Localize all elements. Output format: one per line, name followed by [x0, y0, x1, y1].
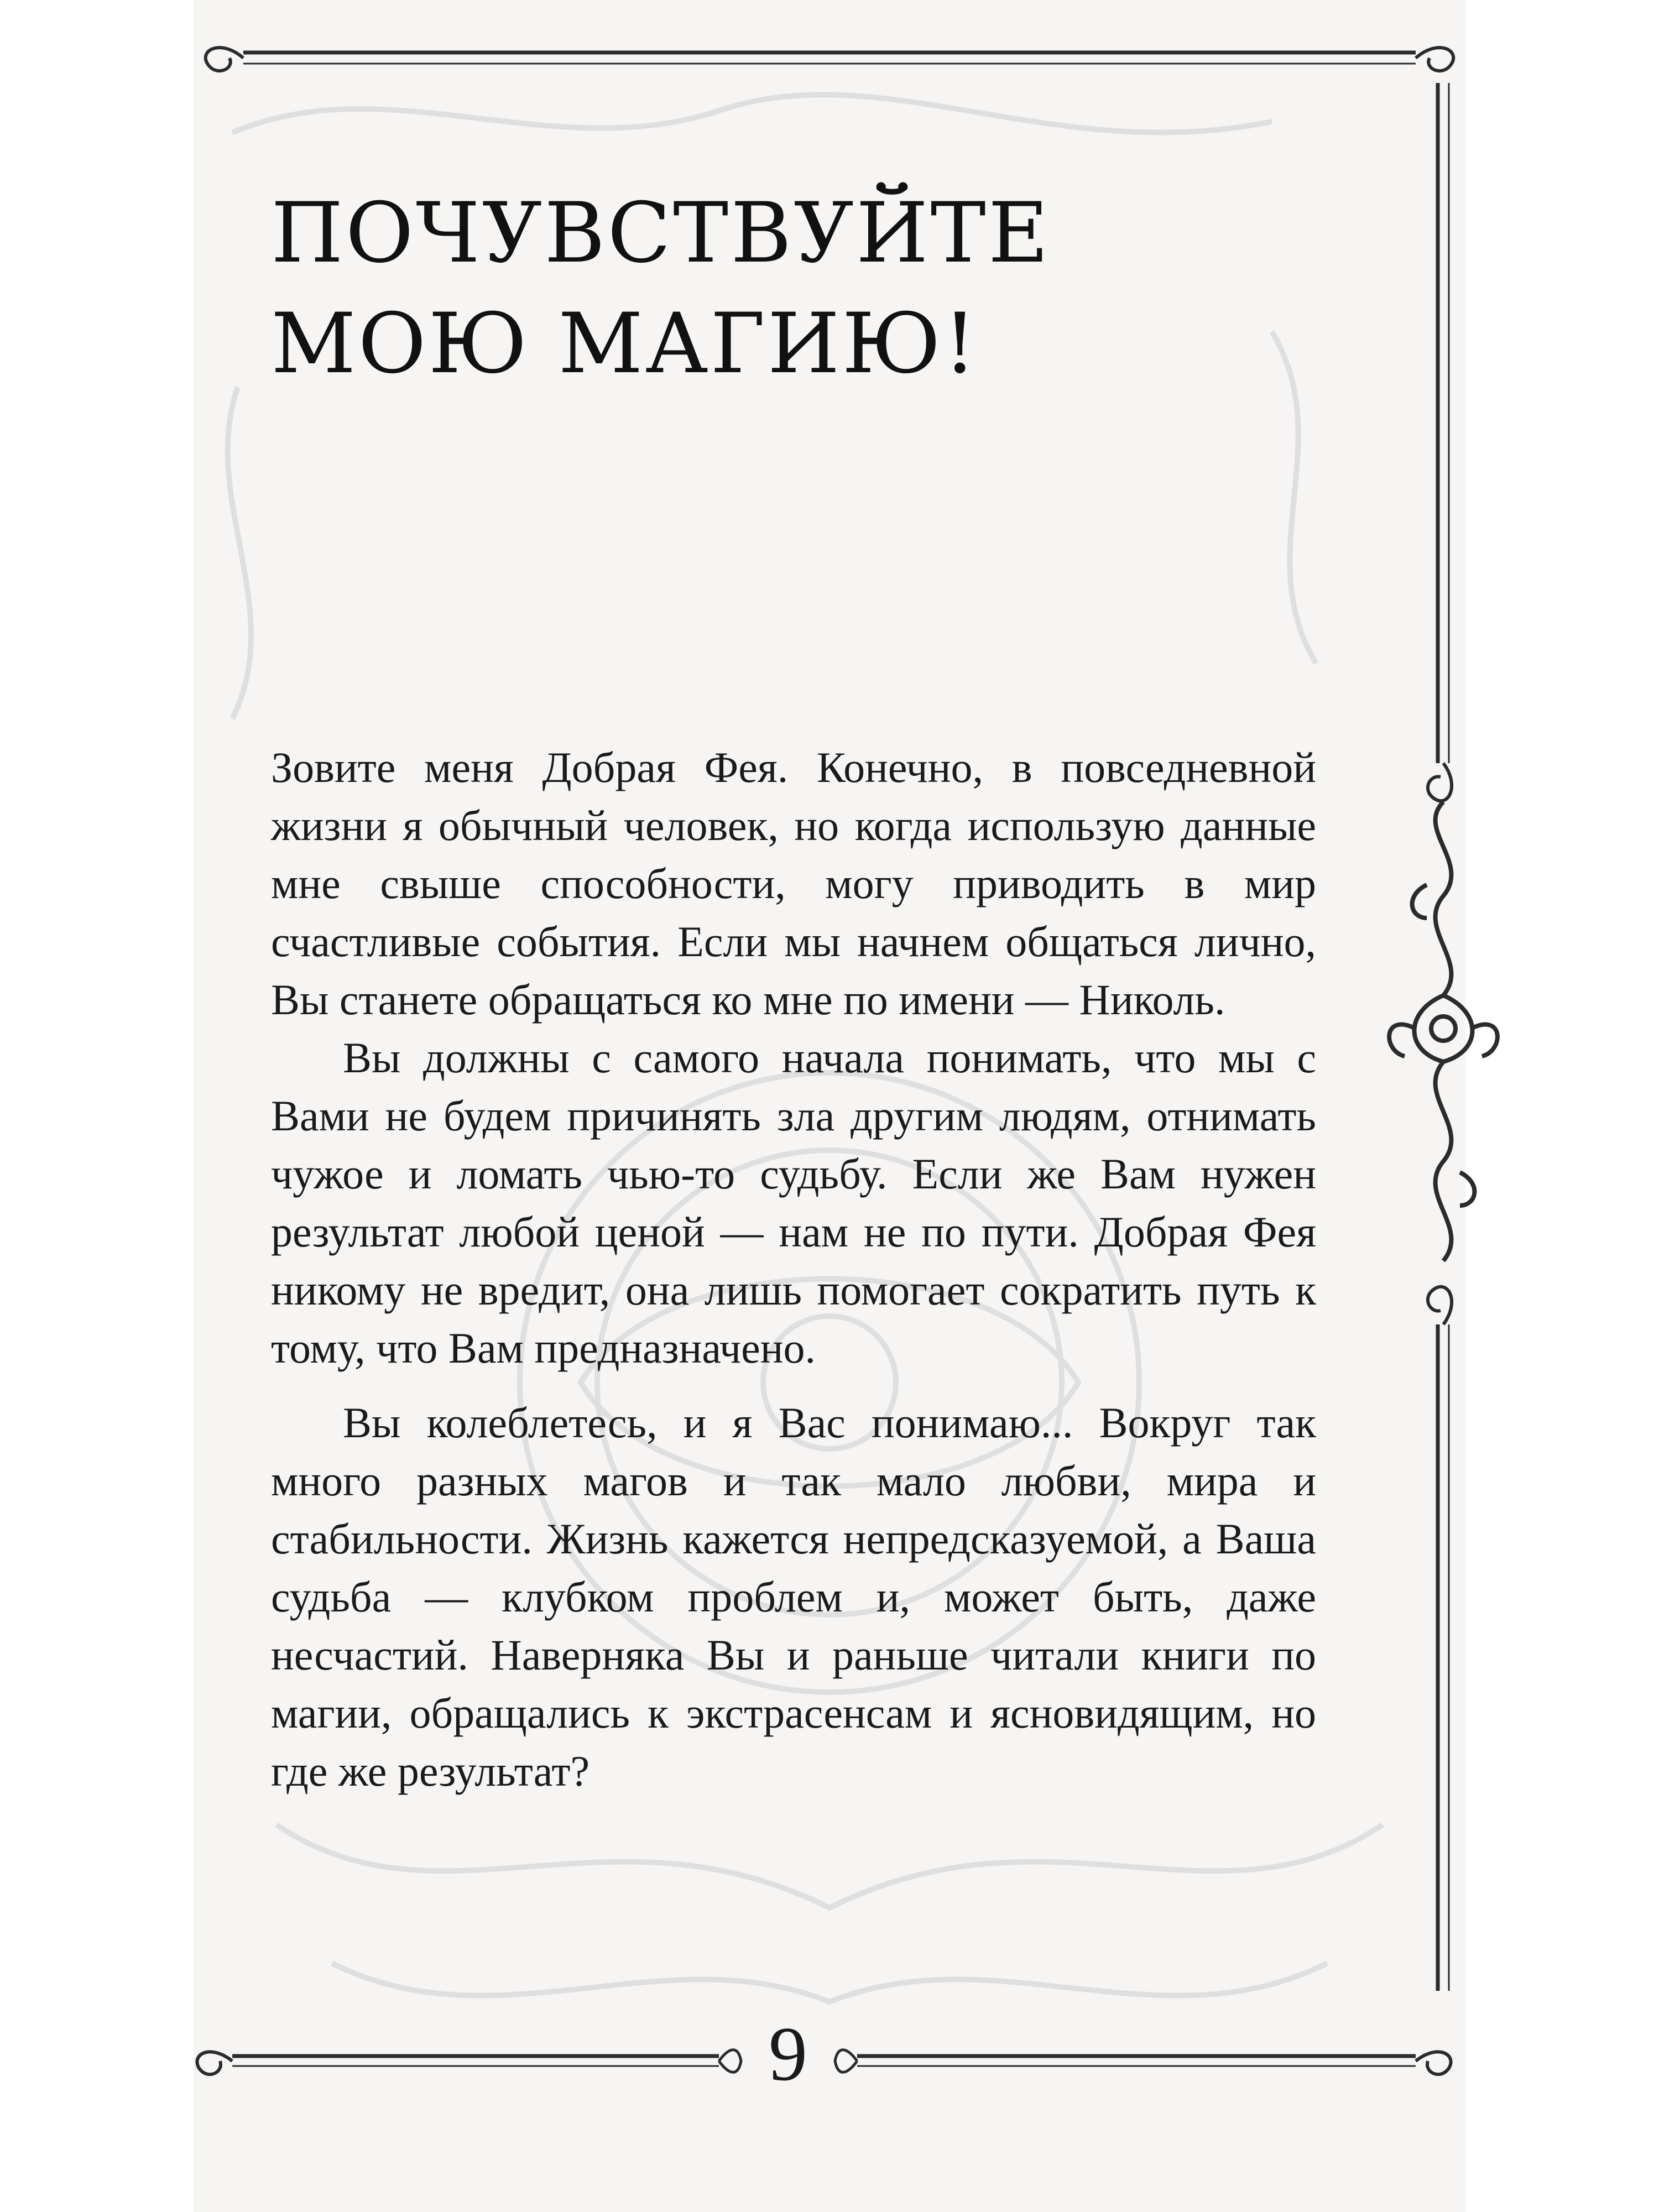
right-lower-rule — [1428, 1287, 1452, 1991]
heading-line-1: ПОЧУВСТВУЙТЕ — [271, 185, 1051, 281]
chapter-heading — [271, 178, 1100, 399]
paragraph-2: Вы должны с самого начала понимать, что мы с Вами не будем причинять зла другим людям, отнимать чужое и ломать чью-то судьбу. Если же Вам нужен результат любой ценой — нам не по пути. Добрая Фея никому не вредит, она лишь помогает сократить путь к тому, что Вам предназначено. — [271, 1034, 1316, 1372]
top-rule — [206, 48, 1453, 71]
right-upper-rule — [1428, 83, 1452, 801]
paragraph-3: Вы колеблетесь, и я Вас понимаю... Вокруг так много разных магов и так мало любви, мира и стабильности. Жизнь кажется непредсказуемой, а Ваша судьба — клубком проблем и, может быть, даже несчастий. Наверняка Вы и раньше читали книги по магии, обращались к экстрасенсам и ясновидящим, но где же результат? — [271, 1399, 1316, 1795]
heading-line-2: МОЮ МАГИЮ! — [271, 296, 979, 392]
paragraph-1: Зовите меня Добрая Фея. Конечно, в повседневной жизни я обычный человек, но когда использую данные мне свыше способности, могу приводить в мир счастливые события. Если мы начнем общаться лично, Вы станете обращаться ко мне по имени — Николь. — [271, 743, 1316, 1024]
page-number: 9 — [769, 2011, 807, 2097]
body-text — [271, 738, 1316, 1800]
right-flourish — [1389, 802, 1498, 1261]
